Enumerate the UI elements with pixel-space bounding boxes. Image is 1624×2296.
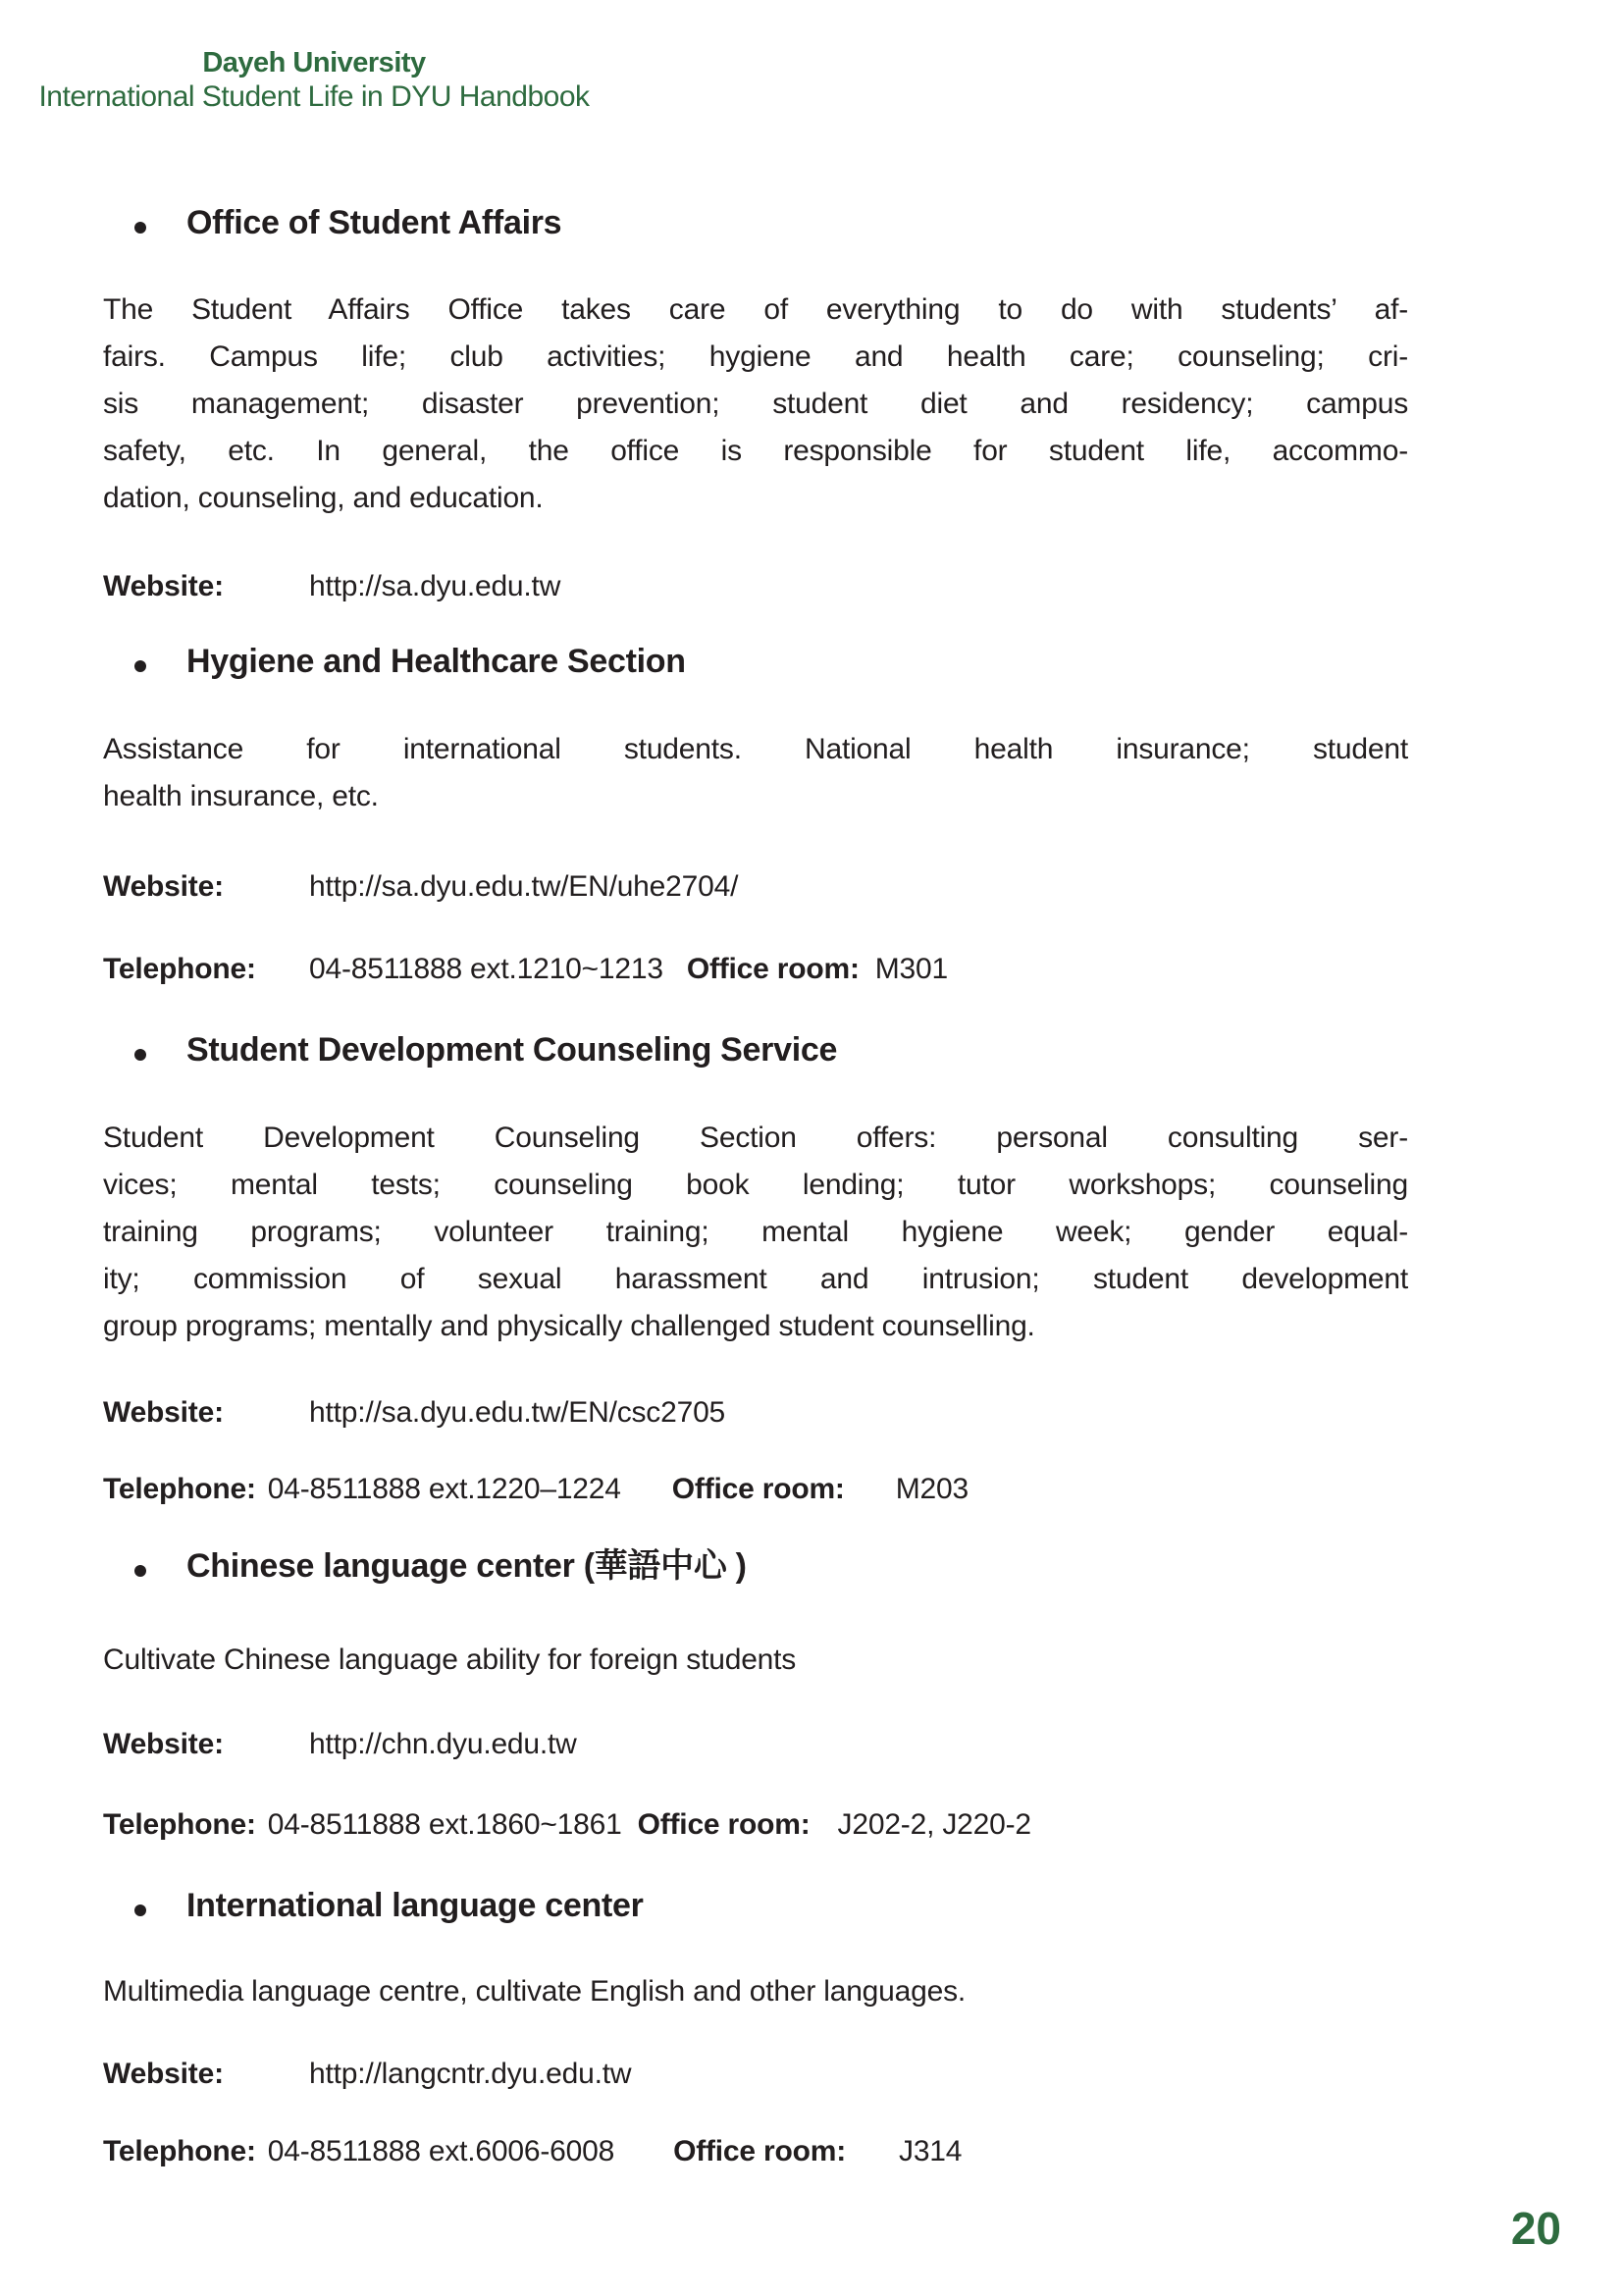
telephone-label: Telephone:: [103, 2135, 256, 2167]
telephone-value: 04-8511888 ext.1210~1213: [309, 953, 663, 985]
telephone-label: Telephone:: [103, 953, 256, 985]
telephone-label: Telephone:: [103, 1473, 256, 1505]
paragraph-line: safety, etc. In general, the office is responsible for student life, accommo-: [103, 435, 1408, 467]
bullet-icon: [134, 660, 146, 672]
office-room-label: Office room:: [686, 953, 860, 985]
bullet-icon: [134, 1905, 146, 1916]
section-heading-hygiene-and-healthcare: [103, 638, 1477, 685]
website-value: http://sa.dyu.edu.tw: [309, 570, 561, 602]
telephone-value: 04-8511888 ext.6006-6008: [267, 2135, 615, 2167]
website-label: Website:: [103, 1728, 224, 1760]
telephone-label: Telephone:: [103, 1808, 256, 1841]
website-label: Website:: [103, 2058, 224, 2090]
university-name: Dayeh University: [202, 47, 426, 78]
section-title: International language center: [186, 1887, 644, 1924]
telephone-row: [103, 1805, 1536, 1845]
website-row: [103, 567, 1536, 606]
bullet-icon: [134, 1565, 146, 1577]
website-label: Website:: [103, 570, 224, 602]
telephone-row: [103, 950, 1536, 989]
section-heading-office-of-student-affairs: [103, 199, 1477, 246]
website-row: [103, 1725, 1536, 1764]
telephone-value: 04-8511888 ext.1220–1224: [267, 1473, 621, 1505]
section-heading-international-language-center: [103, 1882, 1477, 1929]
telephone-row: [103, 1470, 1536, 1509]
section-paragraph: [103, 1637, 1408, 1684]
website-row: [103, 1393, 1536, 1433]
office-room-label: Office room:: [637, 1808, 811, 1841]
telephone-row: [103, 2132, 1536, 2171]
section-title: Office of Student Affairs: [186, 204, 562, 241]
paragraph-line: Multimedia language centre, cultivate English and other languages.: [103, 1975, 967, 2008]
section-paragraph: [103, 287, 1408, 522]
website-value: http://sa.dyu.edu.tw/EN/uhe2704/: [309, 870, 739, 903]
paragraph-line: The Student Affairs Office takes care of everything to do with students’ af-: [103, 293, 1408, 326]
section-paragraph: [103, 726, 1408, 820]
office-room-value: M301: [874, 953, 949, 985]
paragraph-line: fairs. Campus life; club activities; hygiene and health care; counseling; cri-: [103, 340, 1408, 373]
website-value: http://langcntr.dyu.edu.tw: [309, 2058, 632, 2090]
section-paragraph: [103, 1968, 1408, 2015]
section-paragraph: [103, 1115, 1408, 1350]
website-label: Website:: [103, 870, 224, 903]
paragraph-line: sis management; disaster prevention; student diet and residency; campus: [103, 388, 1408, 420]
website-value: http://sa.dyu.edu.tw/EN/csc2705: [309, 1396, 726, 1429]
page-number: 20: [1510, 2203, 1561, 2254]
paragraph-line: Cultivate Chinese language ability for foreign students: [103, 1644, 797, 1676]
office-room-value: J314: [899, 2135, 963, 2167]
section-title: Chinese language center (華語中心 ): [186, 1547, 747, 1585]
office-room-value: J202-2, J220-2: [837, 1808, 1031, 1841]
bullet-icon: [134, 1049, 146, 1061]
website-value: http://chn.dyu.edu.tw: [309, 1728, 577, 1760]
paragraph-line: Student Development Counseling Section offers: personal consulting ser-: [103, 1122, 1408, 1154]
section-heading-student-development-counseling: [103, 1026, 1477, 1073]
paragraph-line: dation, counseling, and education.: [103, 482, 544, 514]
section-title: Student Development Counseling Service: [186, 1031, 838, 1069]
paragraph-line: vices; mental tests; counseling book lending; tutor workshops; counseling: [103, 1169, 1408, 1201]
page-header: [0, 45, 628, 114]
paragraph-line: ity; commission of sexual harassment and intrusion; student development: [103, 1263, 1408, 1295]
paragraph-line: training programs; volunteer training; mental hygiene week; gender equal-: [103, 1216, 1408, 1248]
handbook-title: International Student Life in DYU Handbook: [38, 80, 590, 113]
paragraph-line: health insurance, etc.: [103, 780, 379, 812]
website-label: Website:: [103, 1396, 224, 1429]
bullet-icon: [134, 222, 146, 234]
paragraph-line: Assistance for international students. National health insurance; student: [103, 733, 1408, 765]
section-heading-chinese-language-center: [103, 1542, 1477, 1590]
office-room-label: Office room:: [673, 2135, 847, 2167]
website-row: [103, 867, 1536, 907]
telephone-value: 04-8511888 ext.1860~1861: [267, 1808, 622, 1841]
office-room-value: M203: [895, 1473, 969, 1505]
office-room-label: Office room:: [671, 1473, 845, 1505]
website-row: [103, 2055, 1536, 2094]
paragraph-line: group programs; mentally and physically challenged student counselling.: [103, 1310, 1035, 1342]
section-title: Hygiene and Healthcare Section: [186, 643, 686, 680]
